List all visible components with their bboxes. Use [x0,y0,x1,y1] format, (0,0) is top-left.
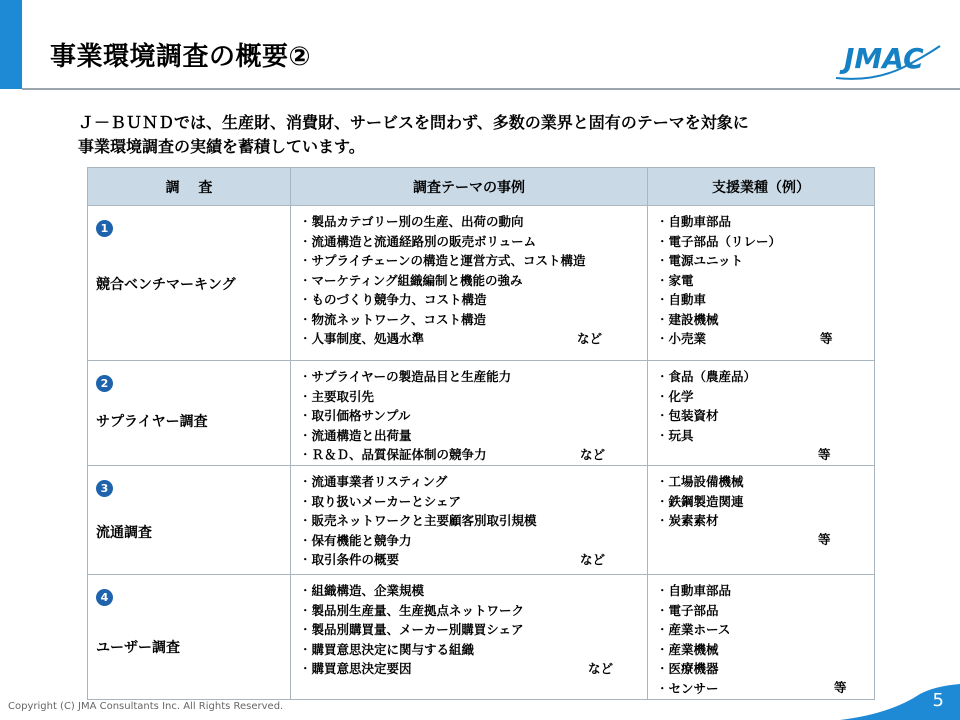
number-badge: 3 [96,480,113,497]
industries-cell [648,575,875,700]
number-badge: 2 [96,375,113,392]
intro-line-2: 事業環境調査の実績を蓄積しています。 [78,137,365,156]
industries-suffix: 等 [820,331,833,346]
industries-cell [648,466,875,575]
list-item: ・取引条件の概要 [299,552,400,567]
list-item: ・主要取引先 [299,388,375,404]
list-item: ・販売ネットワークと主要顧客別取引規模 [299,513,537,528]
survey-name: サプライヤー調査 [96,414,208,430]
svg-text:JMAC: JMAC [844,42,924,75]
list-item: ・自動車部品 [656,583,732,598]
list-item: ・化学 [656,388,694,404]
list-item: ・産業機械 [656,641,719,657]
list-item: ・サプライチェーンの構造と運営方式、コスト構造 [299,253,586,268]
list-item: ・保有機能と競争力 [299,532,412,548]
list-item: ・取り扱いメーカーとシェア [299,493,462,509]
list-item: ・ものづくり競争力、コスト構造 [299,292,487,307]
list-item: ・自動車 [656,292,707,307]
intro-line-1: Ｊ－ＢＵＮＤでは、生産財、消費財、サービスを問わず、多数の業界と固有のテーマを対象に [78,113,749,132]
list-item: ・サプライヤーの製造品目と生産能力 [299,369,512,384]
list-item: ・組織構造、企業規模 [299,583,425,598]
survey-name: 競合ベンチマーキング [96,277,236,293]
themes-cell [291,575,648,700]
table-row [88,466,875,575]
list-item: ・電源ユニット [656,253,744,268]
list-item: ・建設機械 [656,311,719,327]
list-item: ・流通構造と流通経路別の販売ボリューム [299,233,537,249]
survey-cell [88,575,291,700]
title-divider [22,88,960,90]
number-badge: 1 [96,220,113,237]
accent-bar [0,0,22,89]
list-item: ・Ｒ＆Ｄ、品質保証体制の競争力 [299,447,487,462]
list-item: ・マーケティング組織編制と機能の強み [299,272,523,288]
industries-suffix: 等 [834,680,847,695]
list-item: ・食品（農産品） [656,369,757,384]
survey-cell [88,361,291,466]
list-item: ・包装資材 [656,408,719,423]
survey-cell [88,466,291,575]
list-item: ・工場設備機械 [656,474,744,489]
list-item: ・玩具 [656,427,694,443]
themes-suffix: など [588,661,614,676]
intro-text [78,111,749,159]
list-item: ・電子部品 [656,602,719,618]
list-item: ・小売業 [656,331,707,346]
industries-cell [648,361,875,466]
list-item: ・流通事業者リスティング [299,474,448,489]
column-header-industries: 支援業種（例） [648,168,875,206]
table-row [88,206,875,361]
list-item: ・センサー [656,680,719,696]
themes-suffix: など [577,331,603,346]
list-item: ・炭素素材 [656,513,719,528]
list-item: ・製品別生産量、生産拠点ネットワーク [299,602,525,618]
themes-cell [291,466,648,575]
industries-cell [648,206,875,361]
column-header-survey: 調 査 [88,168,291,206]
survey-name: 流通調査 [96,525,152,541]
industries-suffix: 等 [818,447,831,462]
list-item: ・製品別購買量、メーカー別購買シェア [299,622,524,637]
list-item: ・産業ホース [656,622,731,637]
survey-name: ユーザー調査 [96,640,180,656]
industries-suffix: 等 [818,532,831,547]
copyright-text: Copyright (C) JMA Consultants Inc. All Rights Reserved. [8,701,284,712]
list-item: ・製品カテゴリー別の生産、出荷の動向 [299,214,524,229]
list-item: ・自動車部品 [656,214,732,229]
table-row [88,575,875,700]
page-title: 事業環境調査の概要② [50,42,312,72]
themes-suffix: など [580,552,606,567]
themes-suffix: など [580,447,606,462]
list-item: ・医療機器 [656,661,719,676]
column-header-themes: 調査テーマの事例 [291,168,648,206]
list-item: ・家電 [656,272,694,288]
list-item: ・購買意思決定要因 [299,661,412,676]
list-item: ・物流ネットワーク、コスト構造 [299,311,487,327]
list-item: ・人事制度、処遇水準 [299,331,425,346]
list-item: ・購買意思決定に関与する組織 [299,641,475,657]
number-badge: 4 [96,589,113,606]
list-item: ・電子部品（リレー） [656,233,782,249]
list-item: ・鉄鋼製造関連 [656,493,744,509]
survey-cell [88,206,291,361]
list-item: ・流通構造と出荷量 [299,427,412,443]
table-header-row [88,168,875,206]
themes-cell [291,361,648,466]
page-number: 5 [932,690,944,711]
themes-cell [291,206,648,361]
table-row [88,361,875,466]
jmac-logo [832,38,944,84]
list-item: ・取引価格サンプル [299,408,411,423]
survey-table [87,167,875,700]
